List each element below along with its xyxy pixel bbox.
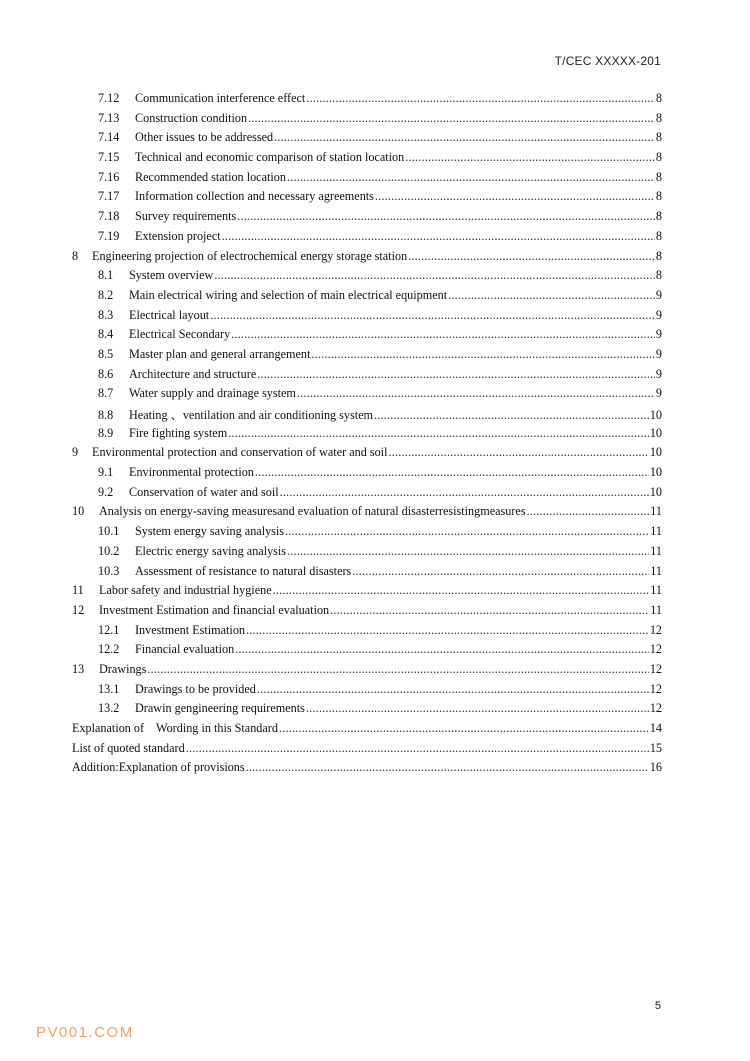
toc-dot-leader: [352, 564, 649, 579]
toc-dot-leader: [228, 426, 649, 441]
toc-entry[interactable]: [72, 485, 662, 505]
toc-dot-leader: [237, 209, 655, 224]
toc-entry-title: Architecture and structure: [129, 366, 257, 381]
toc-dot-leader: [214, 268, 655, 283]
toc-dot-leader: [273, 583, 650, 598]
toc-entry-page: 12: [649, 642, 662, 657]
toc-entry-page: 12: [649, 681, 662, 696]
toc-entry-page: 9: [655, 287, 662, 302]
toc-entry-number: 7.18: [98, 209, 120, 224]
toc-entry-title: Technical and economic comparison of station location: [135, 150, 405, 165]
toc-entry-title: Drawin gengineering requirements: [135, 701, 305, 716]
toc-entry-title: List of quoted standard: [72, 740, 185, 755]
toc-entry-title: Electrical Secondary: [129, 327, 231, 342]
toc-entry[interactable]: [72, 170, 662, 190]
toc-entry-title: Water supply and drainage system: [129, 386, 296, 401]
toc-entry-title: Main electrical wiring and selection of main electrical equipment: [129, 287, 448, 302]
toc-dot-leader: [279, 721, 649, 736]
toc-dot-leader: [235, 642, 649, 657]
toc-dot-leader: [231, 327, 655, 342]
toc-entry-number: 8.1: [98, 268, 114, 283]
toc-dot-leader: [297, 386, 655, 401]
toc-entry-page: 9: [655, 327, 662, 342]
toc-entry[interactable]: [72, 544, 662, 564]
toc-entry-number: 9.2: [98, 484, 114, 499]
toc-entry[interactable]: [72, 406, 662, 426]
toc-entry[interactable]: [72, 524, 662, 544]
toc-entry[interactable]: [72, 741, 662, 761]
toc-entry-title: Other issues to be addressed: [135, 130, 274, 145]
toc-entry-number: 8.9: [98, 425, 114, 440]
toc-entry-title: Drawings to be provided: [135, 681, 256, 696]
toc-entry-number: 12.2: [98, 642, 120, 657]
toc-dot-leader: [527, 504, 650, 519]
toc-entry-title: Heating 、ventilation and air conditioning system: [129, 408, 374, 422]
toc-entry-number: 8.8: [98, 408, 114, 422]
toc-entry-number: 7.13: [98, 110, 120, 125]
toc-entry-title: Labor safety and industrial hygiene: [99, 583, 272, 598]
toc-entry[interactable]: [72, 91, 662, 111]
toc-dot-leader: [388, 445, 648, 460]
toc-dot-leader: [330, 603, 649, 618]
toc-entry-page: 12: [649, 701, 662, 716]
toc-entry-page: 10: [649, 408, 662, 422]
toc-entry-title: System energy saving analysis: [135, 524, 285, 539]
toc-entry-title: Investment Estimation: [135, 622, 246, 637]
toc-entry[interactable]: [72, 130, 662, 150]
toc-entry-number: 7.19: [98, 228, 120, 243]
toc-entry-page: 12: [649, 661, 662, 676]
toc-dot-leader: [246, 760, 649, 775]
toc-entry-page: 11: [650, 524, 662, 539]
toc-entry-title: Assessment of resistance to natural disasters: [135, 563, 352, 578]
toc-dot-leader: [306, 701, 649, 716]
toc-entry-number: 8: [72, 248, 79, 263]
toc-entry-title: Engineering projection of electrochemical energy storage station: [92, 248, 408, 263]
toc-dot-leader: [186, 741, 649, 756]
toc-entry[interactable]: [72, 308, 662, 328]
toc-entry-title: Environmental protection: [129, 465, 254, 480]
toc-entry-number: 11: [72, 583, 84, 598]
toc-dot-leader: [147, 662, 648, 677]
toc-entry-page: 8: [655, 150, 662, 165]
document-code-header: T/CEC XXXXX-201: [554, 54, 661, 68]
toc-entry-page: 10: [649, 445, 662, 460]
toc-dot-leader: [306, 91, 655, 106]
toc-dot-leader: [408, 249, 655, 264]
toc-dot-leader: [246, 623, 649, 638]
toc-entry[interactable]: [72, 229, 662, 249]
toc-entry-page: 10: [649, 484, 662, 499]
toc-entry-page: 11: [650, 504, 662, 519]
toc-entry[interactable]: [72, 150, 662, 170]
toc-entry-page: 15: [649, 740, 662, 755]
toc-entry[interactable]: [72, 445, 662, 465]
toc-dot-leader: [311, 347, 655, 362]
toc-entry[interactable]: [72, 111, 662, 131]
toc-entry[interactable]: [72, 623, 662, 643]
toc-entry[interactable]: [72, 268, 662, 288]
toc-entry-number: 12: [72, 602, 85, 617]
toc-entry-page: 8: [655, 91, 662, 105]
toc-entry-title: Environmental protection and conservation of water and soil: [92, 445, 388, 460]
toc-entry[interactable]: [72, 603, 662, 623]
toc-entry-page: 9: [655, 307, 662, 322]
toc-entry[interactable]: [72, 504, 662, 524]
toc-entry-page: 11: [650, 543, 662, 558]
toc-entry[interactable]: [72, 249, 662, 269]
toc-entry[interactable]: [72, 642, 662, 662]
toc-entry[interactable]: [72, 721, 662, 741]
toc-entry-number: 8.5: [98, 346, 114, 361]
toc-dot-leader: [285, 524, 649, 539]
toc-dot-leader: [375, 189, 655, 204]
toc-entry-number: 9.1: [98, 465, 114, 480]
toc-entry-title: Survey requirements: [135, 209, 237, 224]
toc-entry-title: Master plan and general arrangement: [129, 346, 311, 361]
toc-entry-title: Fire fighting system: [129, 425, 228, 440]
toc-entry[interactable]: [72, 327, 662, 347]
toc-entry-page: 14: [649, 721, 662, 735]
toc-entry-title: Electric energy saving analysis: [135, 543, 287, 558]
toc-entry-number: 8.4: [98, 327, 114, 342]
toc-entry-page: 9: [655, 366, 662, 381]
toc-dot-leader: [287, 170, 655, 185]
toc-entry-title: Recommended station location: [135, 169, 286, 184]
toc-entry-page: 8: [655, 130, 662, 145]
toc-entry-number: 8.3: [98, 307, 114, 322]
watermark-text: PV001.COM: [36, 1024, 134, 1041]
toc-entry-number: 7.17: [98, 189, 120, 204]
toc-entry-number: 13.2: [98, 701, 120, 716]
toc-entry-number: 10.3: [98, 563, 120, 578]
toc-entry-title: Electrical layout: [129, 307, 210, 322]
toc-entry[interactable]: [72, 209, 662, 229]
toc-entry[interactable]: [72, 662, 662, 682]
toc-entry-number: 8.2: [98, 287, 114, 302]
toc-entry-page: 8: [655, 189, 662, 204]
toc-entry-page: 9: [655, 346, 662, 361]
toc-entry-number: 7.12: [98, 91, 120, 105]
toc-entry[interactable]: [72, 367, 662, 387]
toc-entry[interactable]: [72, 426, 662, 446]
toc-entry-number: 10.2: [98, 543, 120, 558]
toc-entry-title: Addition:Explanation of provisions: [72, 760, 245, 775]
toc-entry-number: 12.1: [98, 622, 120, 637]
toc-entry-number: 7.14: [98, 130, 120, 145]
toc-entry-title: Financial evaluation: [135, 642, 235, 657]
toc-entry-page: 8: [655, 209, 662, 224]
toc-dot-leader: [287, 544, 649, 559]
toc-entry-page: 10: [649, 425, 662, 440]
toc-entry-page: 11: [650, 602, 662, 617]
toc-entry-page: 16: [649, 760, 662, 775]
toc-entry-page: 9: [655, 386, 662, 401]
toc-dot-leader: [448, 288, 655, 303]
toc-entry-page: 8: [655, 169, 662, 184]
toc-entry[interactable]: [72, 760, 662, 780]
toc-dot-leader: [374, 408, 649, 423]
toc-entry-title: Construction condition: [135, 110, 248, 125]
toc-entry[interactable]: [72, 682, 662, 702]
toc-entry-page: 11: [650, 583, 662, 598]
toc-entry-page: 10: [649, 465, 662, 480]
toc-entry-number: 10.1: [98, 524, 120, 539]
toc-dot-leader: [248, 111, 655, 126]
toc-entry[interactable]: [72, 386, 662, 406]
toc-dot-leader: [257, 682, 649, 697]
toc-entry-title: Communication interference effect: [135, 91, 306, 105]
toc-entry-page: 12: [649, 622, 662, 637]
toc-entry-page: 8: [655, 268, 662, 283]
toc-entry-title: System overview: [129, 268, 214, 283]
toc-entry-number: 13: [72, 661, 85, 676]
toc-entry-number: 8.6: [98, 366, 114, 381]
toc-entry-title: Explanation of Wording in this Standard: [72, 721, 278, 735]
toc-entry-page: 11: [650, 563, 662, 578]
toc-entry-number: 9: [72, 445, 79, 460]
page-number: 5: [654, 1000, 661, 1012]
toc-dot-leader: [255, 465, 649, 480]
toc-dot-leader: [405, 150, 655, 165]
toc-entry-title: Drawings: [99, 661, 147, 676]
toc-entry-number: 10: [72, 504, 85, 519]
toc-entry-number: 7.16: [98, 169, 120, 184]
toc-entry-title: Analysis on energy-saving measuresand evaluation of natural disasterresistingmeasures: [99, 504, 526, 519]
toc-entry-title: Investment Estimation and financial evaluation: [99, 602, 330, 617]
toc-entry-title: Information collection and necessary agreements: [135, 189, 374, 204]
toc-entry[interactable]: [72, 347, 662, 367]
toc-entry-page: 8: [655, 228, 662, 243]
toc-dot-leader: [257, 367, 655, 382]
toc-dot-leader: [210, 308, 655, 323]
toc-entry[interactable]: [72, 564, 662, 584]
table-of-contents: [72, 91, 662, 780]
toc-entry-number: 13.1: [98, 681, 120, 696]
toc-entry[interactable]: [72, 465, 662, 485]
toc-dot-leader: [274, 130, 655, 145]
toc-entry-number: 8.7: [98, 386, 114, 401]
toc-dot-leader: [222, 229, 655, 244]
toc-entry-title: Conservation of water and soil: [129, 484, 279, 499]
toc-entry[interactable]: [72, 189, 662, 209]
toc-entry[interactable]: [72, 288, 662, 308]
toc-dot-leader: [280, 485, 649, 500]
toc-entry[interactable]: [72, 701, 662, 721]
toc-entry-title: Extension project: [135, 228, 221, 243]
toc-entry-page: 8: [655, 110, 662, 125]
toc-entry[interactable]: [72, 583, 662, 603]
toc-entry-page: 8: [655, 248, 662, 263]
toc-entry-number: 7.15: [98, 150, 120, 165]
